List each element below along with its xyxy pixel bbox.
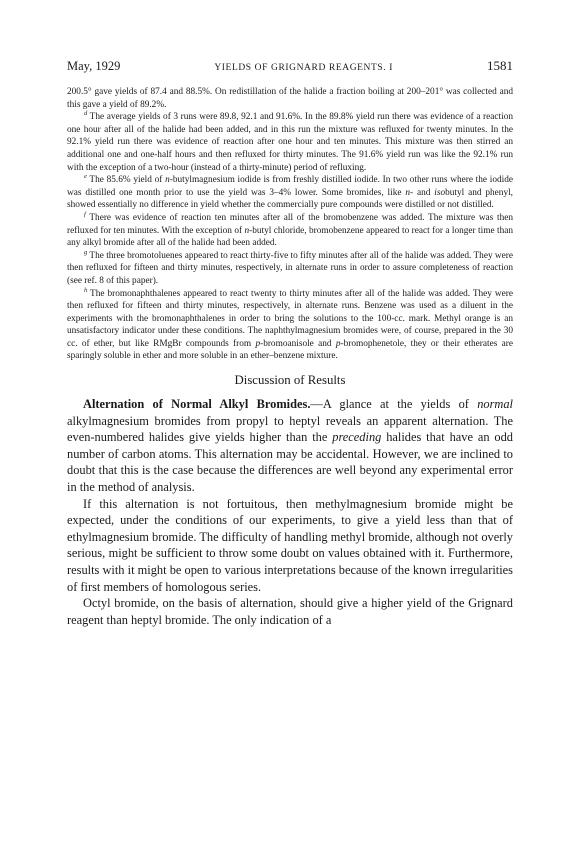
footnote-d-text: The average yields of 3 runs were 89.8, 92.1 and 91.6%. In the 89.8% yield run there was evidence of a reaction one hour after all of the halide had been added, and in this run the mixture was refluxed for twenty minutes. In the 92.1% yield run there was evidence of reaction after one hour and ten minutes. This mixture was then stirred an additional one and one-half hours and then refluxed for thirty minutes. The 91.6% yield run was like the 92.1% run with the exception of a two-hour (instead of a thirty-minute) period of refluxing. <box>67 112 513 173</box>
footnote-h-text: The bromonaphthalenes appeared to react twenty to thirty minutes after all of the halide was added. They were then refluxed for fifteen and thirty minutes, respectively, in alternate runs. Benzene was used as a diluent in the experiments with the bromonaphthalenes in order to bring the solutions to the 100-cc. mark. Methyl orange is an unsatisfactory indicator under these conditions. The naphthylmagnesium bromides were, of course, prepared in the 30 cc. of ether, but like RMgBr compounds from <box>67 288 513 349</box>
paragraph-heading: Alternation of Normal Alkyl Bromides. <box>83 397 311 412</box>
footnote-mark-d: d <box>84 110 88 118</box>
italic-preceding: preceding <box>332 430 382 445</box>
footnote-mark-f: f <box>84 210 86 218</box>
running-head <box>67 58 513 74</box>
footnote-e-text: butyl and phenyl, showed essentially no difference in yield whether the commercially pure compounds were distilled or not distilled. <box>67 187 513 211</box>
footnote-g <box>67 250 513 288</box>
footnote-mark-h: h <box>84 286 88 294</box>
footnote-h <box>67 288 513 364</box>
paragraph <box>67 396 513 496</box>
footnote-d <box>67 111 513 174</box>
paragraph: Octyl bromide, on the basis of alternation, should give a higher yield of the Grignard reagent than heptyl bromide. The only indication of a <box>67 596 513 627</box>
footnote-f <box>67 212 513 250</box>
body-text <box>67 396 513 628</box>
footnote-f-text: There was evidence of reaction ten minutes after all of the bromobenzene was added. The mixture was then refluxed for ten minutes. With the exception of <box>67 212 513 236</box>
italic-p: p <box>255 338 261 349</box>
italic-n: n <box>165 175 170 186</box>
page-number: 1581 <box>486 58 513 73</box>
italic-n: n <box>405 187 410 198</box>
footnote-f-text: -butyl chloride, bromobenzene appeared to react for a longer time than any alkyl bromide after all of the halide had been added. <box>67 225 513 249</box>
footnote-continuation: 200.5° gave yields of 87.4 and 88.5%. On redistillation of the halide a fraction boiling at 200–201° was collected and this gave a yield of 89.2%. <box>67 87 513 110</box>
header-date: May, 1929 <box>67 59 121 73</box>
paragraph-text: alkylmagnesium bromides from propyl to heptyl reveals an apparent alternation. The even-numbered halides give yields higher than the <box>67 413 513 445</box>
footnote-h-text: -bromophenetole, they or their etherates are sparingly soluble in ether and more soluble in an ether–benzene mixture. <box>67 338 513 362</box>
footnote-h-text: -bromoanisole and <box>260 338 336 349</box>
footnote-g-text: The three bromotoluenes appeared to react thirty-five to fifty minutes after all of the halide was added. They were then refluxed for fifteen and thirty minutes, respectively, in alternate runs in order to assure completeness of reaction (see ref. 8 of this paper). <box>67 250 513 286</box>
running-title: YIELDS OF GRIGNARD REAGENTS. I <box>214 63 394 73</box>
footnote-mark-e: e <box>84 173 87 181</box>
italic-p: p <box>335 338 341 349</box>
table-footnotes <box>67 86 513 363</box>
footnote-e-text: -butylmagnesium iodide is from freshly distilled iodide. In two other runs where the iodide was distilled one month prior to use the yield was 3–4% lower. Some bromides, like <box>67 175 513 198</box>
section-title: Discussion of Results <box>234 373 346 388</box>
italic-iso: iso <box>434 187 446 198</box>
footnote-e-text: - and <box>410 187 435 198</box>
paragraph: If this alternation is not fortuitous, then methylmagnesium bromide might be expected, under the conditions of our experiments, to give a yield less than that of ethylmagnesium bromide. The difficulty of handling methyl bromide, although not overly serious, might be sufficient to throw some doubt on values obtained with it. Furthermore, results with it might be open to various interpretations because of the known irregularities of first members of homologous series. <box>67 496 513 594</box>
italic-normal: normal <box>477 397 513 412</box>
footnote-mark-g: g <box>84 248 88 256</box>
footnote-e <box>67 174 513 212</box>
paragraph-text: —A glance at the yields of <box>310 397 478 412</box>
paragraph-text: halides that have an odd number of carbon atoms. This alternation may be accidental. However, we are inclined to doubt that this is the case because the differences are well beyond any experimental error in the method of analysis. <box>67 430 513 495</box>
footnote-e-text: The 85.6% yield of <box>86 175 166 186</box>
italic-n: n <box>244 225 250 236</box>
